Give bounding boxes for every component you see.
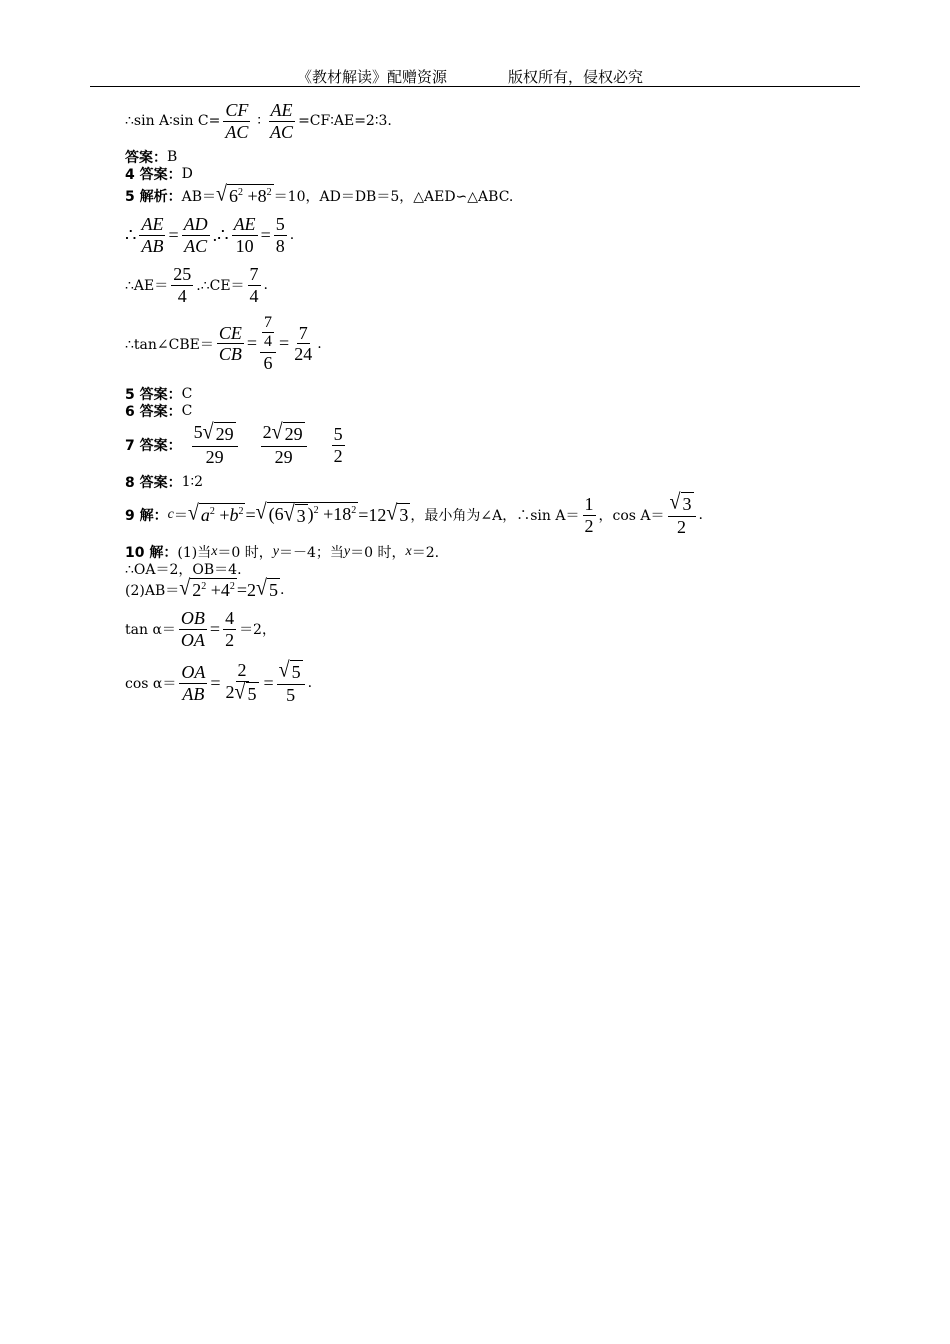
fraction: $\frac{AE}{10}$: [233, 214, 256, 256]
sqrt-expression: √ 5: [256, 578, 280, 602]
header-left-text: 《教材解读》配赠资源: [297, 68, 448, 86]
answer-value: D: [181, 166, 193, 182]
line-cos-alpha: cos α＝ $\frac{OA}{AB}$ = 2 2 √ 5 = √ 5 5 .: [125, 657, 313, 706]
fraction: 2 2 √ 5: [224, 660, 261, 706]
fraction: $\frac{4}{2}$: [225, 608, 235, 650]
text: (2)AB＝: [125, 583, 180, 600]
text: ∴tan∠CBE＝: [125, 336, 214, 353]
answer-label: 6 答案：: [125, 404, 182, 420]
solution-label: 10 解：: [125, 545, 178, 561]
fraction-ae-ac: $\frac{AE}{AC}$: [270, 100, 294, 142]
fraction: $\frac{7}{4}$: [249, 264, 259, 306]
q5-analysis-line: [125, 181, 514, 208]
answer-4: [125, 164, 193, 184]
fraction: $\frac{AE}{AB}$: [141, 214, 164, 256]
variable-y: y: [343, 544, 351, 559]
text: ＝2，: [239, 622, 276, 639]
text: ，最小角为∠A，∴sin A＝: [410, 508, 580, 525]
answer-label: 8 答案：: [125, 475, 182, 491]
text: ∶: [257, 113, 262, 130]
header-right-text: 版权所有，侵权必究: [508, 68, 644, 86]
line-ae-ce: ∴AE＝ $\frac{25}{4}$ .∴CE＝ $\frac{7}{4}$ .: [125, 264, 268, 306]
answer-7: [125, 419, 348, 468]
line-tan-alpha: tan α＝ $\frac{OB}{OA}$ = $\frac{4}{2}$ ＝2，: [125, 608, 276, 650]
fraction: $\frac{OA}{AB}$: [181, 661, 206, 704]
compound-fraction: $\frac{\frac{7}{4}}{6}$: [260, 314, 276, 373]
line-tan-cbe: ∴tan∠CBE＝ $\frac{CE}{CB}$ = $\frac{\frac{7}{4}}{6}$ = $\frac{7}{24}$ .: [125, 314, 322, 373]
answer-value: C: [181, 403, 193, 419]
sqrt-expression: √ $2^2 +4^2$: [179, 578, 237, 602]
text: cos α＝: [125, 676, 177, 693]
text: ∴OA＝2，OB＝4.: [125, 562, 242, 578]
answer-label: 4 答案：: [125, 167, 182, 183]
fraction: $\frac{5}{2}$: [333, 423, 343, 466]
line-sin-ratio: [125, 100, 392, 142]
q9-solution-line: 9 解： c ＝ √ $a^2 +b^2$ = √ (6 √ 3 )$^2 +18^2$ =12 √ 3 ，最小角为∠A，∴sin A＝ $\frac{1}{2}$ ，cos A＝ √ 3 2 .: [125, 489, 703, 538]
fraction: $\frac{CE}{CB}$: [218, 322, 242, 365]
fraction: $\frac{7}{24}$: [294, 322, 313, 365]
sqrt-expression: √ 3: [386, 503, 410, 527]
text: =12: [358, 504, 387, 525]
text: ＝: [173, 508, 188, 525]
text: =CF∶AE=2∶3.: [298, 113, 392, 130]
text: tan α＝: [125, 622, 176, 639]
fraction: 2 √ 29 29: [261, 422, 307, 468]
text: ＝－4；当: [279, 545, 344, 561]
fraction: $\frac{5}{8}$: [275, 214, 285, 256]
text: ＝10，AD＝DB＝5，△AED∽△ABC.: [273, 189, 514, 206]
fraction: $\frac{1}{2}$: [584, 493, 594, 536]
text: =2: [236, 579, 257, 600]
text: ，cos A＝: [598, 508, 665, 525]
fraction: $\frac{25}{4}$: [173, 264, 192, 306]
page-header: [90, 64, 860, 87]
text: AB＝: [181, 189, 217, 206]
text: ＝0 时，: [350, 545, 406, 561]
variable-x: x: [211, 544, 218, 559]
answer-value: C: [181, 386, 193, 402]
sqrt-expression: √ (6 √ 3 )$^2 +18^2$: [256, 502, 359, 528]
solution-label: 9 解：: [125, 508, 168, 525]
sqrt-expression: √ $a^2 +b^2$: [188, 503, 246, 527]
fraction: √ 5 5: [277, 660, 305, 706]
variable-y: y: [272, 544, 279, 559]
text: ＝0 时，: [217, 545, 273, 561]
fraction: $\frac{OB}{OA}$: [180, 608, 205, 650]
fraction-cf-ac: $\frac{CF}{AC}$: [225, 100, 249, 142]
text: (1)当: [177, 545, 212, 561]
answer-value: 1∶2: [181, 474, 204, 490]
fraction: √ 3 2: [668, 492, 696, 538]
fraction: 5 √ 29 29: [192, 422, 238, 468]
answer-label: 7 答案：: [125, 438, 182, 455]
text: ＝2.: [411, 545, 440, 561]
answer-value: B: [167, 149, 178, 165]
answer-8: [125, 472, 203, 492]
sqrt-expression: √ $6^2 +8^2$: [216, 184, 274, 208]
text: ∴: [125, 224, 137, 245]
text: .∴CE＝: [196, 278, 245, 295]
answer-label: 5 答案：: [125, 387, 182, 403]
text: ∴sin A∶sin C=: [125, 113, 221, 130]
answer-6: [125, 401, 192, 421]
fraction: $\frac{AD}{AC}$: [183, 214, 208, 256]
text: ∴AE＝: [125, 278, 169, 295]
variable-x: x: [405, 544, 412, 559]
line-ratio-ae-ab: ∴ $\frac{AE}{AB}$ = $\frac{AD}{AC}$ .∴ $\frac{AE}{10}$ = $\frac{5}{8}$ .: [125, 214, 295, 256]
analysis-label: 5 解析：: [125, 189, 182, 206]
line-ab-length: (2)AB＝ √ $2^2 +4^2$ =2 √ 5 .: [125, 578, 284, 602]
answer-label: 答案：: [125, 150, 167, 166]
text: c: [167, 507, 174, 523]
text: .∴: [212, 224, 229, 245]
